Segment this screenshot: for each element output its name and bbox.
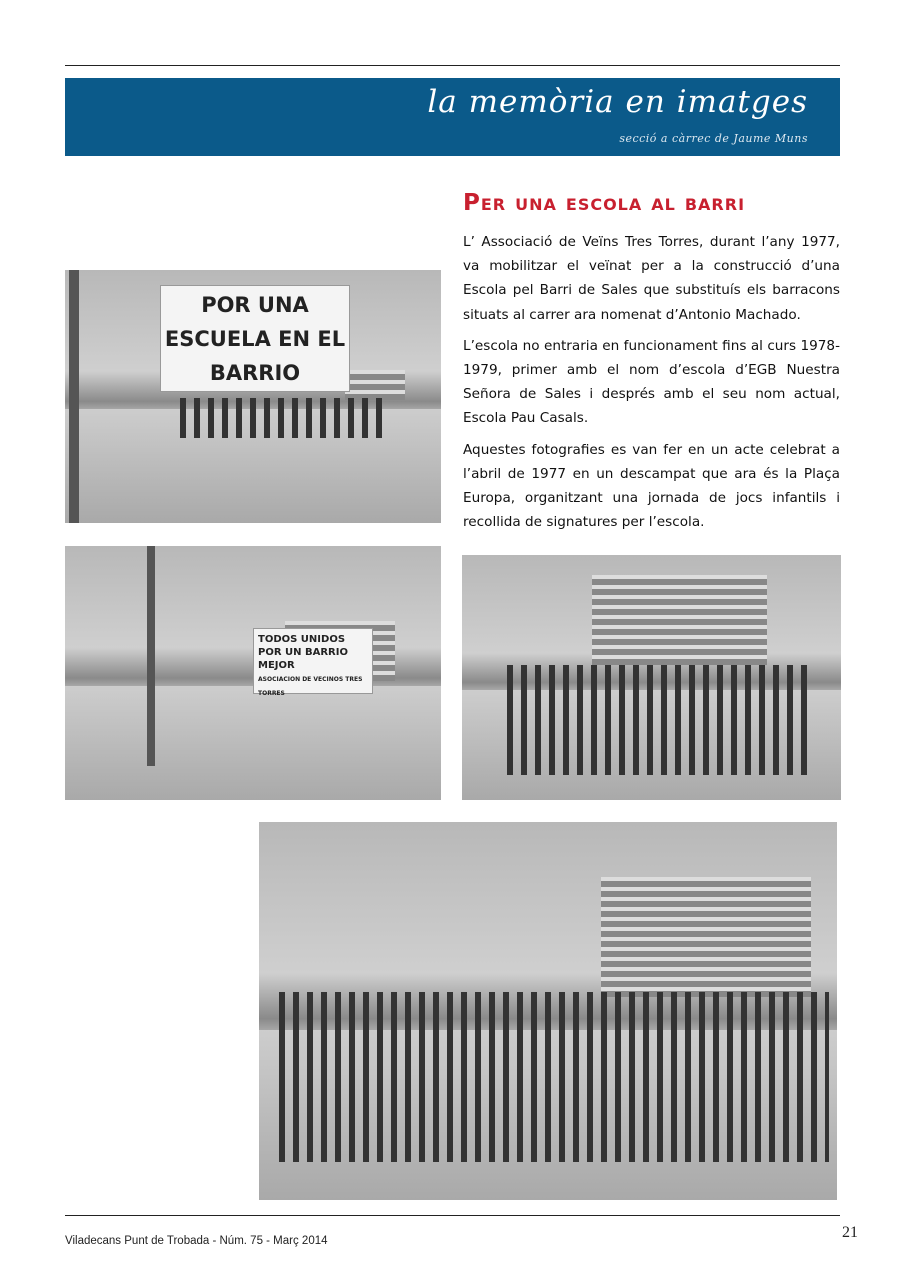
paragraph: L’escola no entraria en funcionament fins al curs 1978-1979, primer amb el nom d’escola d’EGB Nuestra Señora de Sales i després amb el seu nom actual, Escola Pau Casals. (463, 337, 840, 427)
photo-banner-text: POR UNA ESCUELA EN EL BARRIO (160, 285, 350, 392)
photo-banner-todos-unidos (65, 546, 441, 800)
section-subtitle: secció a càrrec de Jaume Muns (619, 132, 808, 145)
photo-signature-table (462, 555, 841, 800)
footer-publication: Viladecans Punt de Trobada - Núm. 75 - Març 2014 (65, 1235, 328, 1247)
section-header (65, 78, 840, 156)
article-body (463, 230, 840, 541)
photo-children-games (259, 822, 837, 1200)
section-title: la memòria en imatges (427, 84, 808, 120)
photo-banner-escuela (65, 270, 441, 523)
top-rule (65, 65, 840, 66)
page-number: 21 (842, 1224, 858, 1241)
paragraph: Aquestes fotografies es van fer en un acte celebrat a l’abril de 1977 en un descampat que ara és la Plaça Europa, organitzant una jornada de jocs infantils i recollida de signatures per l’escola. (463, 441, 840, 531)
paragraph: L’ Associació de Veïns Tres Torres, durant l’any 1977, va mobilitzar el veïnat per a la construcció d’una Escola pel Barri de Sales que substituís els barracons situats al carrer ara nomenat d’Antonio Machado. (463, 234, 840, 323)
article-title: Per una escola al barri (463, 190, 746, 216)
bottom-rule (65, 1215, 840, 1216)
photo-banner-text: TODOS UNIDOS POR UN BARRIO MEJOR ASOCIACION DE VECINOS TRES TORRES (253, 628, 373, 694)
